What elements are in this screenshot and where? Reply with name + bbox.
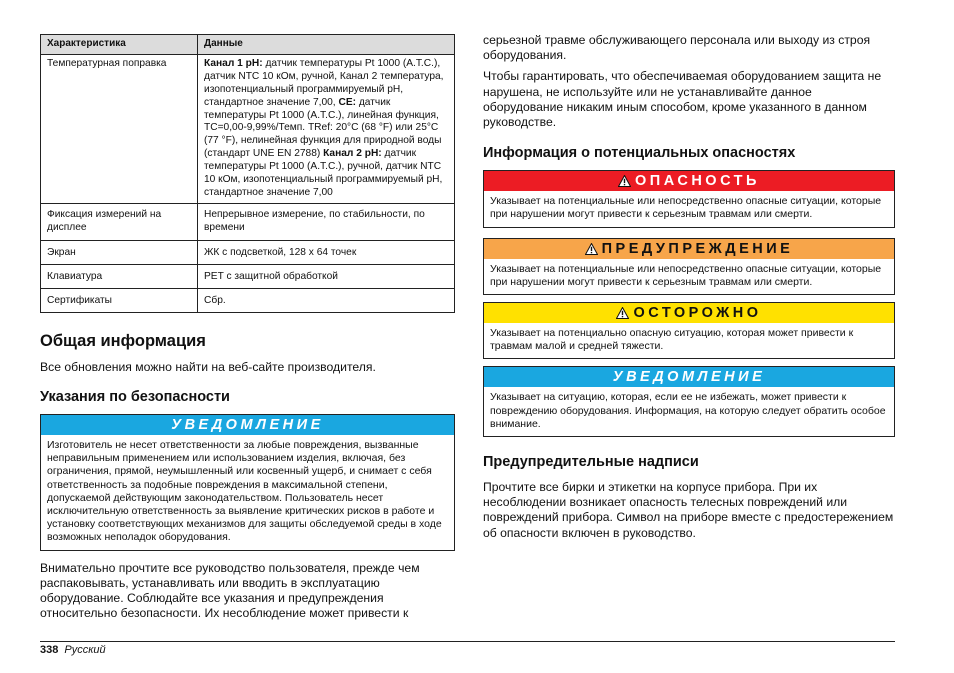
left-column (40, 34, 455, 621)
warning-box (483, 238, 895, 295)
warning-text: Указывает на потенциальные или непосредственно опасные ситуации, которые при нарушении могут привести к серьезным травмам или смерти. (490, 262, 882, 288)
ch2-text: датчик температуры Pt 1000 (A.T.C.), ручной, датчик NTC 10 кОм, изопотенциальный программируемый pH, стандартное значение 7,00 (204, 148, 443, 198)
warning-triangle-icon (585, 243, 598, 255)
safety-paragraph: Внимательно прочтите все руководство пользователя, прежде чем распаковывать, устанавливать или вводить в эксплуатацию оборудование. Соблюдайте все указания и предупреждения относительно безопасности. Их несоблюдение может привести к (40, 560, 420, 621)
caution-header (484, 303, 894, 323)
caution-box (483, 302, 895, 359)
table-row (41, 240, 455, 264)
safety-heading: Указания по безопасности (40, 388, 230, 405)
ce-label: CE: (338, 96, 357, 108)
page-footer (40, 644, 106, 657)
caution-label: ОСТОРОЖНО (633, 305, 762, 322)
table-row (41, 264, 455, 288)
safety-paragraph-continued: серьезной травме обслуживающего персонала или выходу из строя оборудования. (483, 33, 871, 63)
warning-labels-paragraph: Прочтите все бирки и этикетки на корпусе прибора. При их несоблюдении возникает опасность телесных повреждений или повреждений прибора. Символ на приборе вместе с предостережением об опасности включен в руководство. (483, 480, 894, 540)
table-row (41, 54, 455, 203)
warning-triangle-icon (618, 175, 631, 187)
cell-value: Непрерывное измерение, по стабильности, по времени (198, 203, 455, 240)
cell-label: Температурная поправка (41, 54, 198, 203)
cell-label: Клавиатура (41, 264, 198, 288)
ch1-text: датчик температуры Pt 1000 (A.T.C.), датчик NTC 10 кОм, ручной, Канал 2 температура, изопотенциальный программируемый pH, стандартное значение 7,00, (204, 57, 444, 108)
general-info-heading: Общая информация (40, 331, 206, 350)
column-header-characteristic: Характеристика (41, 35, 198, 55)
right-column (483, 33, 895, 541)
ce-text: датчик температуры Pt 1000 (A.T.C.), линейная функция, TC=0,00-9,99%/Темп. TRef: 20°C (68 °F) или 25°C (77 °F), нелинейная функция для природной воды (стандарт UNE EN 2788) (204, 96, 442, 160)
danger-text: Указывает на потенциальные или непосредственно опасные ситуации, которые при нарушении могут привести к серьезным травмам или смерти. (490, 195, 882, 221)
cell-label: Сертификаты (41, 288, 198, 312)
safety-notice-box (40, 414, 455, 551)
table-row (41, 203, 455, 240)
danger-box (483, 170, 895, 227)
cell-value-temperature-compensation (198, 54, 455, 203)
cell-value: PET с защитной обработкой (198, 264, 455, 288)
cell-value: Сбр. (198, 288, 455, 312)
safety-protection-paragraph: Чтобы гарантировать, что обеспечиваемая оборудованием защита не нарушена, не используйте или не устанавливайте данное оборудование никаким иным способом, кроме указанного в данном руководстве. (483, 69, 882, 130)
footer-language: Русский (64, 644, 106, 656)
ch2-label: Канал 2 pH: (323, 148, 382, 160)
notice-text: Изготовитель не несет ответственности за любые повреждения, вызванные неправильным применением или использованием изделия, включая, без ограничения, прямой, неумышленный или косвенный ущерб, и снимает с себя ответственность за подобные повреждения в максимальной степени, допускаемой действующим законодательством. Пользователь несет исключительную ответственность за выявление критических рисков в работе и установку соответствующих механизмов для защиты обследуемой среды в ходе возможных неполадок оборудования. (47, 438, 442, 544)
warning-label: ПРЕДУПРЕЖДЕНИЕ (601, 240, 794, 257)
danger-header (484, 171, 894, 191)
notice-header: УВЕДОМЛЕНИЕ (484, 367, 894, 387)
updates-paragraph: Все обновления можно найти на веб-сайте производителя. (40, 359, 376, 374)
warning-labels-heading: Предупредительные надписи (483, 454, 699, 471)
caution-text: Указывает на потенциально опасную ситуацию, которая может привести к травмам малой и средней тяжести. (490, 327, 854, 353)
danger-label: ОПАСНОСТЬ (635, 173, 760, 190)
cell-value: ЖК с подсветкой, 128 x 64 точек (198, 240, 455, 264)
warning-header (484, 239, 894, 259)
notice-header: УВЕДОМЛЕНИЕ (41, 415, 454, 435)
table-row (41, 288, 455, 312)
cell-label: Фиксация измерений на дисплее (41, 203, 198, 240)
ch1-label: Канал 1 pH: (204, 57, 263, 69)
notice-text: Указывает на ситуацию, которая, если ее не избежать, может привести к повреждению оборудования. Информация, на которую следует обратить особое внимание. (490, 391, 886, 430)
notice-box (483, 366, 895, 437)
hazard-info-heading: Информация о потенциальных опасностях (483, 145, 796, 162)
page-number: 338 (40, 644, 59, 656)
column-header-data: Данные (198, 35, 455, 55)
specifications-table (40, 34, 455, 313)
table-header-row (41, 35, 455, 55)
warning-triangle-icon (616, 307, 629, 319)
cell-label: Экран (41, 240, 198, 264)
footer-divider (40, 641, 895, 642)
